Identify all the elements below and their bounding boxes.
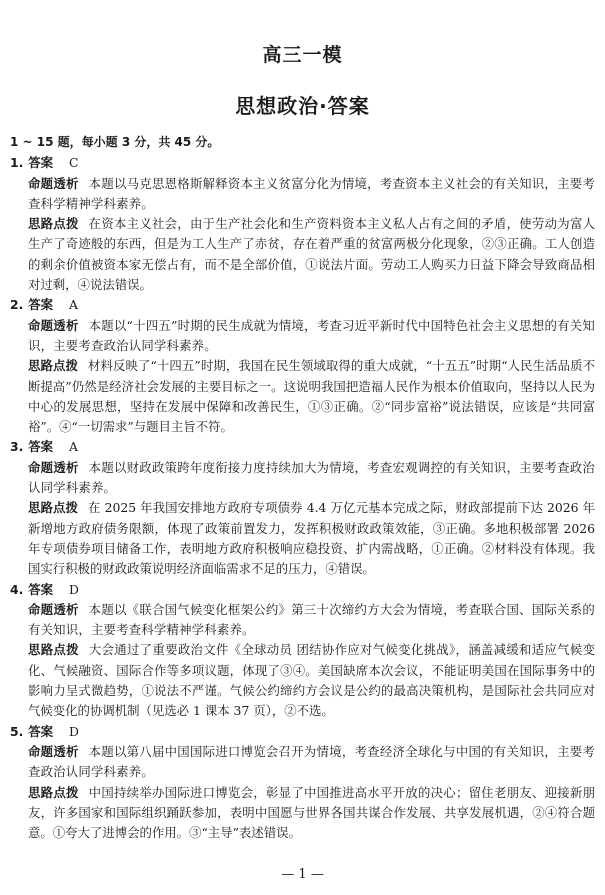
analysis-label: 命题透析	[28, 317, 79, 333]
hint-text: 材料反映了“十四五”时期，我国在民生领域取得的重大成就，“十五五”时期“人民生活品质不断提高”仍然是经济社会发展的主要目标之一。这说明我国把造福人民作为根本价值取向，坚持以人民为中心的发展思想，坚持在发展中保障和改善民生，①③正确。②“同步富裕”说法错误，应该是“共同富裕”。④“一切需求”与题目主旨不符。	[28, 358, 596, 435]
answer-value: D	[69, 723, 79, 739]
analysis-label: 命题透析	[28, 175, 79, 191]
analysis-text: 本题以“十四五”时期的民生成就为情境，考查习近平新时代中国特色社会主义思想的有关知识，主要考查政治认同学科素养。	[28, 317, 595, 353]
exam-subtitle: 思想政治·答案	[235, 94, 370, 118]
analysis-text: 本题以马克思恩格斯解释资本主义贫富分化为情境，考查资本主义社会的有关知识，主要考查科学精神学科素养。	[28, 175, 596, 211]
question-4	[10, 580, 595, 722]
answer-value: A	[69, 297, 78, 313]
analysis-label: 命题透析	[28, 459, 79, 475]
answer-label: 答案	[28, 439, 54, 455]
page-number: — 1 —	[281, 867, 324, 882]
answer-label: 答案	[28, 155, 54, 171]
analysis-text: 本题以财政政策跨年度衔接力度持续加大为情境，考查宏观调控的有关知识，主要考查政治认同学科素养。	[28, 459, 596, 496]
answer-label: 答案	[28, 297, 54, 313]
answer-value: D	[69, 581, 79, 597]
question-head	[10, 437, 595, 457]
hint-paragraph	[10, 498, 595, 579]
question-3	[10, 437, 595, 579]
analysis-label: 命题透析	[28, 743, 79, 759]
question-number: 2.	[10, 297, 24, 313]
hint-text: 中国持续举办国际进口博览会，彰显了中国推进高水平开放的决心；留住老朋友、迎接新朋友，许多国家和国际组织踊跃参加，表明中国愿与世界各国共谋合作发展、共享发展机遇，②④符合题意。①夸大了进博会的作用。③“主导”表述错误。	[28, 784, 596, 841]
answer-value: A	[69, 439, 78, 455]
answer-value: C	[69, 155, 79, 171]
analysis-paragraph	[10, 600, 595, 641]
analysis-text: 本题以《联合国气候变化框架公约》第三十次缔约方大会为情境，考查联合国、国际关系的有关知识，主要考查科学精神学科素养。	[28, 601, 596, 638]
hint-text: 大会通过了重要政治文件《全球动员 团结协作应对气候变化挑战》，涵盖减缓和适应气候变化、气候融资、国际合作等多项议题，体现了③④。美国缺席本次会议，不能证明美国在国际事务中的影响力呈式微趋势，①说法不严谨。气候公约缔约方会议是公约的最高决策机构，是国际社会共同应对气候变化的协调机制（见选必 1 课本 37 页），②不选。	[28, 642, 595, 719]
hint-paragraph	[10, 356, 595, 437]
exam-title: 高三一模	[262, 44, 343, 66]
hint-text: 在 2025 年我国安排地方政府专项债券 4.4 万亿元基本完成之际，财政部提前下达 2026 年新增地方政府债务限额，体现了政策前置发力，发挥积极财政政策效能，③正确。多地积极部署 2026 年专项债券项目储备工作，表明地方政府积极响应稳投资、扩内需战略，①正确。②材料没有体现。我国实行积极的财政政策说明经济面临需求不足的压力，④错误。	[28, 500, 596, 577]
answer-label: 答案	[28, 723, 54, 739]
question-head	[10, 153, 595, 173]
hint-label: 思路点拨	[28, 784, 79, 800]
hint-text: 在资本主义社会，由于生产社会化和生产资料资本主义私人占有之间的矛盾，使劳动为富人生产了奇迹般的东西，但是为工人生产了赤贫，存在着严重的贫富两极分化现象，②③正确。工人创造的剩余价值被资本家无偿占有，而不是全部价值，①说法片面。劳动工人购买力日益下降会导致商品相对过剩，④说法错误。	[28, 216, 596, 293]
section-intro: 1 ~ 15 题，每小题 3 分，共 45 分。	[10, 135, 220, 149]
analysis-paragraph	[10, 742, 595, 783]
hint-label: 思路点拨	[28, 500, 79, 516]
analysis-paragraph	[10, 174, 595, 215]
question-number: 1.	[10, 155, 24, 171]
answer-content	[10, 132, 595, 843]
question-number: 5.	[10, 723, 24, 739]
question-number: 3.	[10, 439, 24, 455]
question-number: 4.	[10, 581, 24, 597]
hint-paragraph	[10, 640, 595, 721]
answer-label: 答案	[28, 581, 54, 597]
hint-label: 思路点拨	[28, 358, 78, 374]
analysis-paragraph	[10, 458, 595, 499]
question-1	[10, 153, 595, 295]
analysis-label: 命题透析	[28, 601, 79, 617]
question-2	[10, 295, 595, 437]
hint-label: 思路点拨	[28, 642, 79, 658]
question-5	[10, 722, 595, 844]
hint-paragraph	[10, 214, 595, 295]
analysis-text: 本题以第八届中国国际进口博览会召开为情境，考查经济全球化与中国的有关知识，主要考查政治认同学科素养。	[28, 743, 596, 780]
question-head	[10, 580, 595, 600]
question-head	[10, 722, 595, 742]
hint-label: 思路点拨	[28, 216, 79, 232]
analysis-paragraph	[10, 316, 595, 357]
question-head	[10, 295, 595, 315]
hint-paragraph	[10, 783, 595, 844]
